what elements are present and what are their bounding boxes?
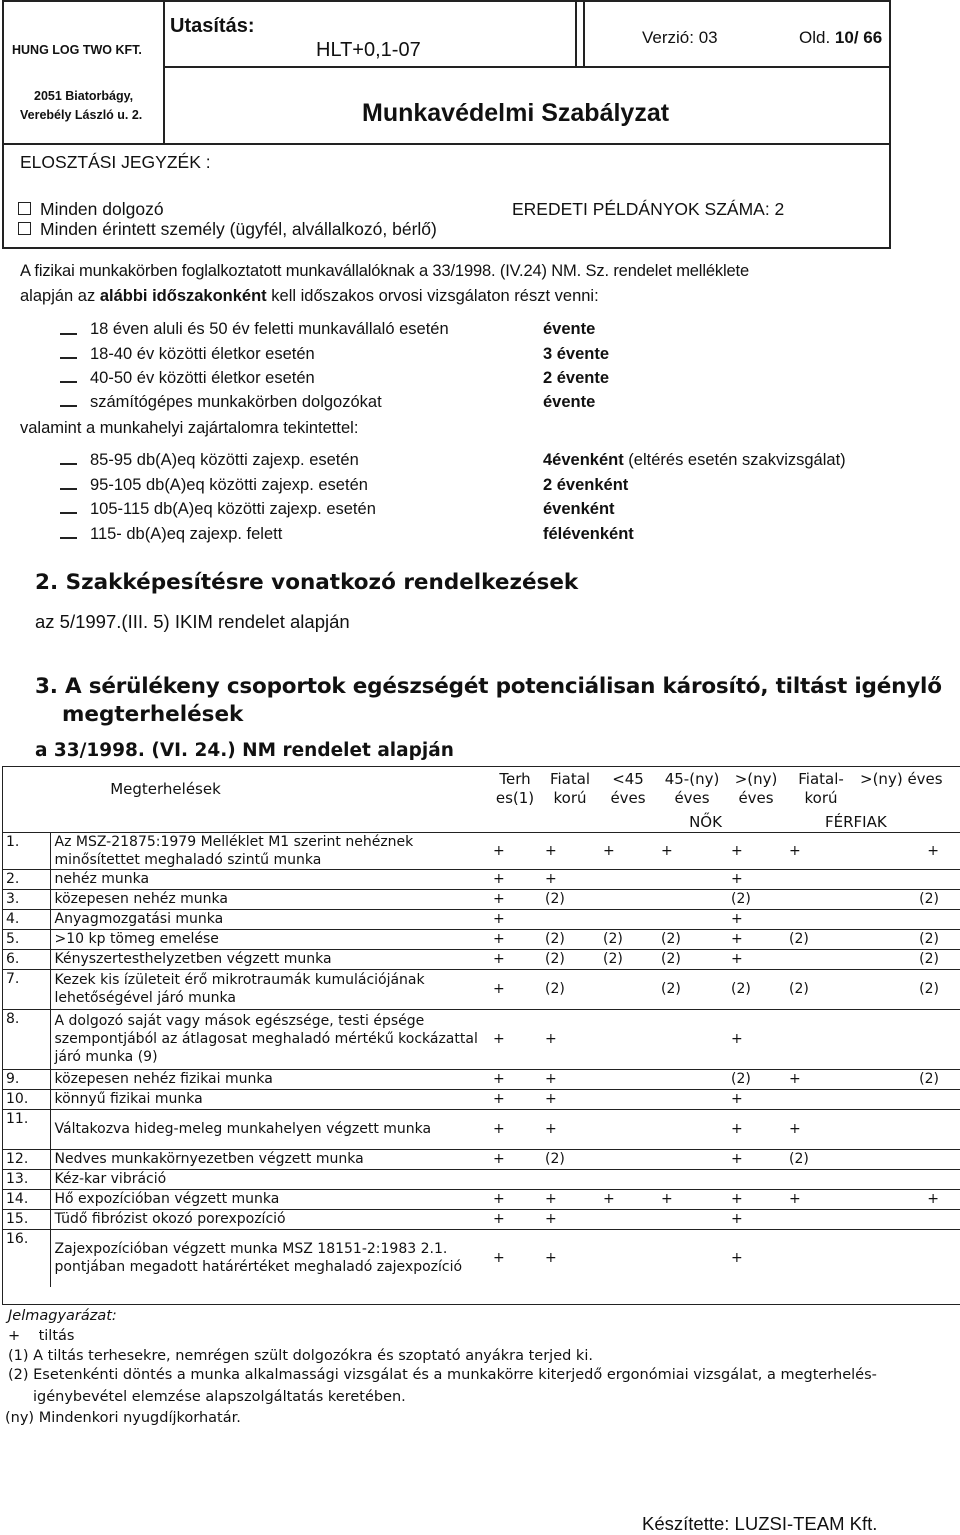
row-value xyxy=(785,1009,857,1069)
row-value xyxy=(857,909,960,929)
header-col-young-men: Fiatal- korú xyxy=(798,770,844,807)
section-3-heading: 3. A sérülékeny csoportok egészségét potenciálisan károsító, tiltást igénylő xyxy=(35,674,942,699)
row-number: 7. xyxy=(2,969,50,1009)
row-value: + xyxy=(541,1009,599,1069)
row-load-label: Kényszertesthelyzetben végzett munka xyxy=(50,949,489,969)
row-value xyxy=(857,1149,960,1169)
row-value xyxy=(657,1009,727,1069)
row-value xyxy=(599,1149,657,1169)
row-value: + xyxy=(541,1089,599,1109)
row-value xyxy=(785,869,857,889)
exam-item-freq: 2 évente xyxy=(543,369,610,387)
table-row xyxy=(2,929,960,949)
row-value xyxy=(785,909,857,929)
table-row xyxy=(2,1149,960,1169)
row-value: + xyxy=(541,869,599,889)
checkbox-icon xyxy=(18,202,31,215)
row-load-label: >10 kp tömeg emelése xyxy=(50,929,489,949)
row-load-label: közepesen nehéz fizikai munka xyxy=(50,1069,489,1089)
original-copies: EREDETI PÉLDÁNYOK SZÁMA: 2 xyxy=(512,199,785,219)
row-load-label: Nedves munkakörnyezetben végzett munka xyxy=(50,1149,489,1169)
row-value: (2) xyxy=(727,969,785,1009)
exam-item-freq: 3 évente xyxy=(543,345,610,363)
header-divider xyxy=(163,0,165,143)
company-address-1: 2051 Biatorbágy, xyxy=(34,89,134,103)
row-value xyxy=(857,1209,960,1229)
row-value xyxy=(857,869,960,889)
row-value: + xyxy=(541,1229,599,1287)
distribution-item-affected: Minden érintett személy (ügyfél, alvállalkozó, bérlő) xyxy=(18,219,437,240)
row-value: (2) xyxy=(785,969,857,1009)
row-value: (2) xyxy=(541,969,599,1009)
row-value: + xyxy=(727,929,785,949)
legend-title: Jelmagyarázat: xyxy=(8,1308,117,1324)
row-value: + xyxy=(489,909,541,929)
row-value: + xyxy=(489,869,541,889)
distribution-title: ELOSZTÁSI JEGYZÉK : xyxy=(20,152,211,172)
header-divider xyxy=(583,0,585,67)
list-dash xyxy=(60,381,77,383)
row-value: + xyxy=(727,1229,785,1287)
company-name: HUNG LOG TWO KFT. xyxy=(12,43,142,57)
row-number: 12. xyxy=(2,1149,50,1169)
row-load-label: A dolgozó saját vagy mások egészsége, testi épsége szempontjából az átlagosat meghaladó mértékű kockázattal járó munka (9) xyxy=(50,1009,489,1069)
row-value: + xyxy=(727,832,785,869)
row-value: (2) xyxy=(541,889,599,909)
exam-item-label: 18 éven aluli és 50 év feletti munkavállaló esetén xyxy=(90,320,449,338)
row-number: 8. xyxy=(2,1009,50,1069)
row-value: + xyxy=(727,1109,785,1149)
noise-item-freq: félévenként xyxy=(543,525,634,543)
row-load-label: könnyű fizikai munka xyxy=(50,1089,489,1109)
table-row xyxy=(2,1069,960,1089)
company-address-2: Verebély László u. 2. xyxy=(20,108,143,122)
intro-line-1: A fizikai munkakörben foglalkoztatott munkavállalóknak a 33/1998. (IV.24) NM. Sz. rendelet melléklete xyxy=(20,262,749,280)
row-value xyxy=(599,1069,657,1089)
row-load-label: Kéz-kar vibráció xyxy=(50,1169,489,1189)
row-value xyxy=(541,909,599,929)
row-value: + xyxy=(857,1189,960,1209)
checkbox-icon xyxy=(18,222,31,235)
row-value: + xyxy=(727,869,785,889)
row-number: 14. xyxy=(2,1189,50,1209)
row-number: 10. xyxy=(2,1089,50,1109)
table-row xyxy=(2,949,960,969)
noise-item-label: 115- db(A)eq zajexp. felett xyxy=(90,525,283,543)
header-women: NŐK xyxy=(689,812,722,831)
row-value xyxy=(599,909,657,929)
row-value xyxy=(785,889,857,909)
row-value: + xyxy=(727,1009,785,1069)
row-value: (2) xyxy=(727,889,785,909)
row-value: (2) xyxy=(857,949,960,969)
row-value: + xyxy=(657,832,727,869)
list-dash xyxy=(60,357,77,359)
row-value: (2) xyxy=(857,1069,960,1089)
row-number: 6. xyxy=(2,949,50,969)
row-load-label: Zajexpozícióban végzett munka MSZ 18151-2:1983 2.1. pontjában megadott határértéket meghaladó zajexpozíció xyxy=(50,1229,489,1287)
noise-item-freq: 4évenként (eltérés esetén szakvizsgálat) xyxy=(543,451,846,469)
row-value: + xyxy=(727,909,785,929)
legend-item-2-cont: igénybevétel elemzése alapszolgáltatás keretében. xyxy=(33,1389,406,1405)
row-value: (2) xyxy=(599,929,657,949)
row-number: 9. xyxy=(2,1069,50,1089)
distribution-item-all: Minden dolgozó xyxy=(18,199,164,220)
table-row xyxy=(2,1209,960,1229)
row-value: + xyxy=(489,889,541,909)
section-2-heading: 2. Szakképesítésre vonatkozó rendelkezések xyxy=(35,570,579,595)
row-value xyxy=(599,889,657,909)
row-value: + xyxy=(727,1089,785,1109)
row-value: (2) xyxy=(541,949,599,969)
row-value: (2) xyxy=(657,929,727,949)
row-number: 2. xyxy=(2,869,50,889)
header-col-over-ny-women: >(ny) éves xyxy=(734,770,778,807)
row-value xyxy=(785,1209,857,1229)
row-value: (2) xyxy=(657,969,727,1009)
row-value: + xyxy=(489,969,541,1009)
header-col-under45: <45 éves xyxy=(610,770,646,807)
row-load-label: Kezek kis ízületeit érő mikrotraumák kumulációjának lehetőségével járó munka xyxy=(50,969,489,1009)
table-row xyxy=(2,832,960,869)
header-divider xyxy=(575,0,577,67)
row-value xyxy=(599,1229,657,1287)
row-value xyxy=(657,1109,727,1149)
row-value xyxy=(857,1229,960,1287)
row-value: + xyxy=(727,1209,785,1229)
header-loads: Megterhelések xyxy=(110,779,221,798)
noise-intro: valamint a munkahelyi zajártalomra tekintettel: xyxy=(20,419,359,437)
row-value xyxy=(857,1089,960,1109)
row-value: + xyxy=(785,832,857,869)
prepared-by: Készítette: LUZSI-TEAM Kft. xyxy=(642,1513,878,1534)
row-value: + xyxy=(727,1149,785,1169)
row-load-label: nehéz munka xyxy=(50,869,489,889)
row-value: (2) xyxy=(785,929,857,949)
row-value xyxy=(857,1169,960,1189)
row-value: + xyxy=(727,1189,785,1209)
row-value: (2) xyxy=(785,1149,857,1169)
row-value xyxy=(657,869,727,889)
row-load-label: közepesen nehéz munka xyxy=(50,889,489,909)
row-value: + xyxy=(489,949,541,969)
row-value: + xyxy=(489,1229,541,1287)
row-value: + xyxy=(599,832,657,869)
list-dash xyxy=(60,333,77,335)
row-value xyxy=(785,949,857,969)
row-value xyxy=(599,969,657,1009)
row-value xyxy=(857,1109,960,1149)
legend-plus: + tiltás xyxy=(8,1328,75,1344)
legend-item-2: (2) Esetenkénti döntés a munka alkalmassági vizsgálat és a munkakörre kiterjedő ergonómiai vizsgálat, a megterhelés- xyxy=(8,1367,877,1383)
row-value: + xyxy=(541,1069,599,1089)
row-load-label: Tüdő fibrózist okozó porexpozíció xyxy=(50,1209,489,1229)
row-value: (2) xyxy=(541,1149,599,1169)
legend-ny: (ny) Mindenkori nyugdíjkorhatár. xyxy=(5,1410,241,1426)
table-header-group-row xyxy=(2,812,960,832)
table-row xyxy=(2,869,960,889)
row-value: + xyxy=(489,1009,541,1069)
row-value xyxy=(785,1089,857,1109)
row-value xyxy=(657,889,727,909)
row-value: + xyxy=(489,1089,541,1109)
row-value: (2) xyxy=(857,929,960,949)
row-number: 11. xyxy=(2,1109,50,1149)
row-value: + xyxy=(489,1149,541,1169)
doc-type-label: Utasítás: xyxy=(170,15,255,37)
row-value: + xyxy=(489,1209,541,1229)
row-value: + xyxy=(489,929,541,949)
row-load-label: Hő expozícióban végzett munka xyxy=(50,1189,489,1209)
row-value: (2) xyxy=(727,1069,785,1089)
row-value xyxy=(599,869,657,889)
row-value: + xyxy=(785,1069,857,1089)
table-row xyxy=(2,1169,960,1189)
row-value: + xyxy=(657,1189,727,1209)
row-value xyxy=(657,1229,727,1287)
row-value xyxy=(785,1229,857,1287)
noise-item-freq: évenként xyxy=(543,500,615,518)
section-3-heading-cont: megterhelések xyxy=(62,702,244,727)
row-number: 4. xyxy=(2,909,50,929)
row-value: + xyxy=(541,1189,599,1209)
row-number: 15. xyxy=(2,1209,50,1229)
row-number: 16. xyxy=(2,1229,50,1287)
row-value xyxy=(727,1169,785,1189)
table-row xyxy=(2,969,960,1009)
row-value xyxy=(489,1169,541,1189)
row-value xyxy=(657,1149,727,1169)
row-value xyxy=(599,1009,657,1069)
list-dash xyxy=(60,537,77,539)
row-value: + xyxy=(599,1189,657,1209)
row-value: + xyxy=(857,832,960,869)
row-value: + xyxy=(489,1109,541,1149)
table-row xyxy=(2,909,960,929)
legend-item-1: (1) A tiltás terhesekre, nemrégen szült dolgozókra és szoptató anyákra terjed ki. xyxy=(8,1348,593,1364)
exam-item-freq: évente xyxy=(543,393,596,411)
row-value xyxy=(599,1089,657,1109)
exam-item-label: számítógépes munkakörben dolgozókat xyxy=(90,393,382,411)
row-number: 5. xyxy=(2,929,50,949)
header-col-over-ny-men: >(ny) éves xyxy=(860,770,943,788)
row-value: + xyxy=(785,1109,857,1149)
row-value: + xyxy=(541,1209,599,1229)
header-col-45-ny: 45-(ny) éves xyxy=(664,770,720,807)
row-load-label: Anyagmozgatási munka xyxy=(50,909,489,929)
row-number: 13. xyxy=(2,1169,50,1189)
row-value xyxy=(599,1109,657,1149)
header-divider xyxy=(163,66,890,68)
table-row xyxy=(2,1089,960,1109)
table-row xyxy=(2,889,960,909)
row-value xyxy=(657,1169,727,1189)
row-value: (2) xyxy=(599,949,657,969)
row-value: + xyxy=(727,949,785,969)
noise-item-freq: 2 évenként xyxy=(543,476,629,494)
page-number: Old. 10/ 66 xyxy=(799,28,883,47)
row-value: + xyxy=(785,1189,857,1209)
row-value: + xyxy=(489,1069,541,1089)
table-row xyxy=(2,1189,960,1209)
row-load-label: Az MSZ-21875:1979 Melléklet M1 szerint nehéznek minősítettet meghaladó szintű munka xyxy=(50,832,489,869)
list-dash xyxy=(60,488,77,490)
row-value: + xyxy=(489,1189,541,1209)
row-value xyxy=(657,909,727,929)
row-load-label: Váltakozva hideg-meleg munkahelyen végzett munka xyxy=(50,1109,489,1149)
table-row xyxy=(2,1009,960,1069)
list-dash xyxy=(60,463,77,465)
section-3-subheading: a 33/1998. (VI. 24.) NM rendelet alapján xyxy=(35,740,454,761)
row-value: (2) xyxy=(857,969,960,1009)
row-value xyxy=(785,1169,857,1189)
header-men: FÉRFIAK xyxy=(825,812,887,831)
row-value xyxy=(541,1169,599,1189)
section-2-text: az 5/1997.(III. 5) IKIM rendelet alapján xyxy=(35,611,350,632)
table-header-row xyxy=(2,766,960,812)
row-value: + xyxy=(541,1109,599,1149)
noise-item-label: 85-95 db(A)eq közötti zajexp. esetén xyxy=(90,451,359,469)
noise-item-label: 95-105 db(A)eq közötti zajexp. esetén xyxy=(90,476,368,494)
table-row xyxy=(2,1229,960,1287)
header-col-young-women: Fiatal korú xyxy=(549,770,591,807)
row-value: + xyxy=(541,832,599,869)
list-dash xyxy=(60,405,77,407)
exam-item-label: 18-40 év közötti életkor esetén xyxy=(90,345,315,363)
row-value xyxy=(599,1209,657,1229)
version: Verzió: 03 xyxy=(642,28,718,47)
row-number: 1. xyxy=(2,832,50,869)
row-value xyxy=(599,1169,657,1189)
row-number: 3. xyxy=(2,889,50,909)
exam-item-freq: évente xyxy=(543,320,596,338)
row-value xyxy=(657,1069,727,1089)
list-dash xyxy=(60,512,77,514)
row-value: (2) xyxy=(657,949,727,969)
doc-code: HLT+0,1-07 xyxy=(316,39,421,61)
row-value xyxy=(657,1089,727,1109)
row-value xyxy=(857,1009,960,1069)
exam-item-label: 40-50 év közötti életkor esetén xyxy=(90,369,315,387)
header-col-pregnant: Terh es(1) xyxy=(495,770,535,807)
row-value: (2) xyxy=(857,889,960,909)
row-value: (2) xyxy=(541,929,599,949)
header-divider xyxy=(2,143,890,145)
row-value: + xyxy=(489,832,541,869)
noise-item-label: 105-115 db(A)eq közötti zajexp. esetén xyxy=(90,500,376,518)
row-value xyxy=(657,1209,727,1229)
doc-title: Munkavédelmi Szabályzat xyxy=(362,99,670,127)
loads-table xyxy=(2,766,960,1287)
table-row xyxy=(2,1109,960,1149)
intro-line-2: alapján az alábbi időszakonként kell időszakos orvosi vizsgálaton részt venni: xyxy=(20,287,599,305)
